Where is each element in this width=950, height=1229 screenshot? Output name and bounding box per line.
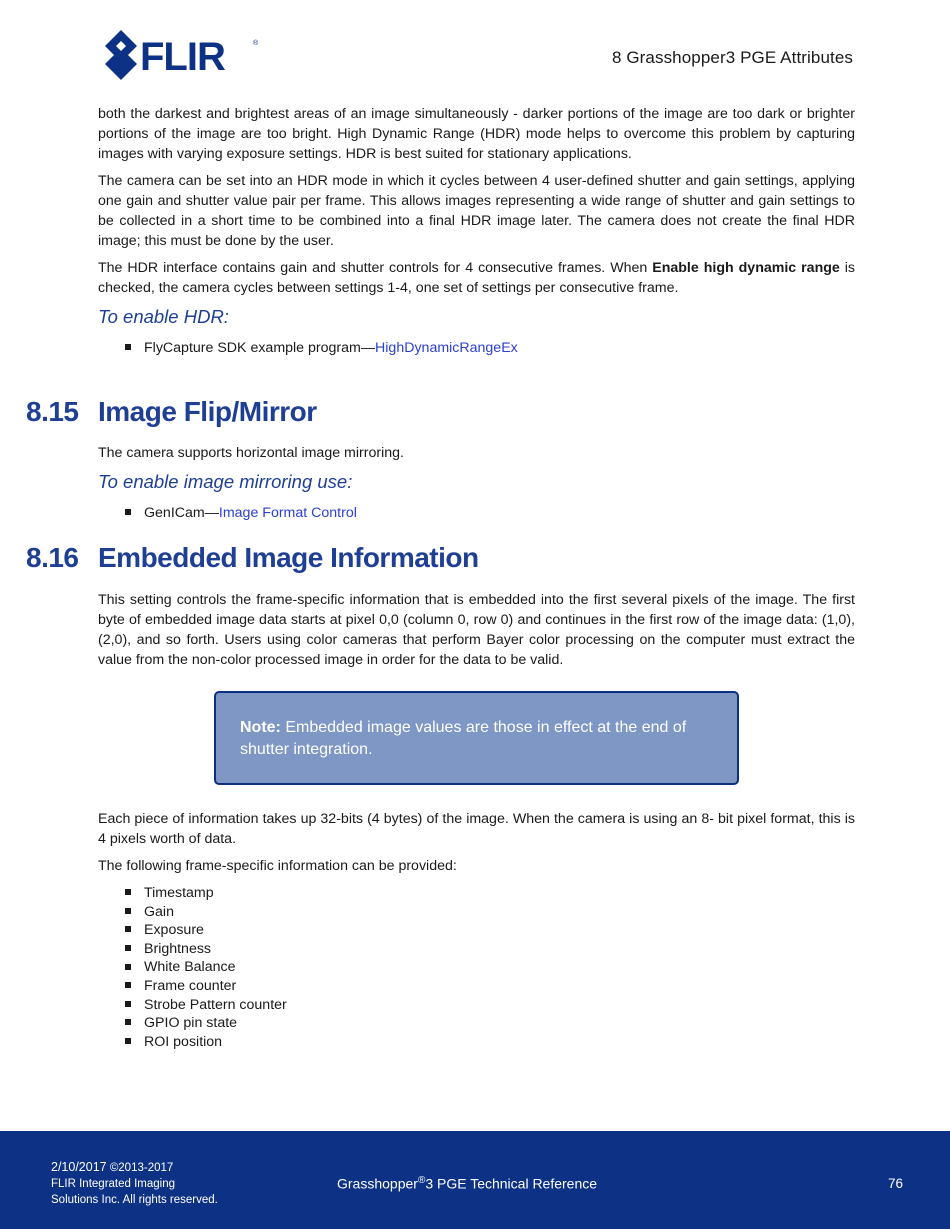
note-box	[214, 691, 739, 785]
note-text: Embedded image values are those in effect at the end of shutter integration.	[240, 719, 687, 758]
svg-text:®: ®	[253, 40, 259, 47]
header-title: 8 Grasshopper3 PGE Attributes	[611, 48, 853, 67]
section-title: Embedded Image Information	[98, 542, 479, 573]
list-item: Timestamp	[125, 884, 287, 903]
paragraph: The camera can be set into an HDR mode in which it cycles between 4 user-defined shutter and gain settings, applying one gain and shutter value pair per frame. This allows images representing a wide range of shutter and gain settings to be collected in a short time to be combined into a final HDR image later. The camera does not create the final HDR image; this must be done by the user.	[98, 173, 855, 249]
paragraph: The following frame-specific information can be provided:	[98, 858, 457, 874]
bullet-icon	[125, 1038, 131, 1044]
subheading: To enable HDR:	[98, 306, 229, 327]
info-list	[125, 884, 287, 1051]
list-item: GPIO pin state	[125, 1014, 287, 1033]
list-item: Gain	[125, 903, 287, 922]
bullet-icon	[125, 1019, 131, 1025]
note-label: Note:	[240, 719, 281, 736]
flir-logo	[104, 29, 260, 81]
paragraph: Each piece of information takes up 32-bits (4 bytes) of the image. When the camera is using an 8- bit pixel format, this is 4 pixels worth of data.	[98, 811, 855, 847]
list-item: Strobe Pattern counter	[125, 996, 287, 1015]
bullet-icon	[125, 908, 131, 914]
list-item: White Balance	[125, 958, 287, 977]
bullet-icon	[125, 344, 131, 350]
bullet-icon	[125, 945, 131, 951]
link-image-format-control[interactable]: Image Format Control	[218, 505, 357, 521]
bold-text: Enable high dynamic range	[652, 260, 840, 276]
paragraph: The camera supports horizontal image mirroring.	[98, 445, 404, 461]
subheading: To enable image mirroring use:	[98, 471, 353, 492]
footer-copyright	[51, 1159, 218, 1208]
section-number: 8.15	[26, 396, 79, 427]
paragraph: This setting controls the frame-specific information that is embedded into the first several pixels of the image. The first byte of embedded image data starts at pixel 0,0 (column 0, row 0) and continues in the first row of the image data: (1,0), (2,0), and so forth. Users using color cameras that perform Bayer color processing on the computer must extract the value from the non-color processed image in order for the data to be valid.	[98, 592, 855, 668]
list-item: Exposure	[125, 921, 287, 940]
bullet-icon	[125, 1001, 131, 1007]
bullet-icon	[125, 509, 131, 515]
svg-text:FLIR: FLIR	[140, 35, 225, 79]
footer-company: FLIR Integrated Imaging	[51, 1178, 176, 1190]
footer-date: 2/10/2017	[51, 1160, 107, 1174]
bullet-icon	[125, 926, 131, 932]
list-item: GenICam—Image Format Control	[125, 504, 357, 523]
footer-copyright-years: ©2013-2017	[109, 1162, 174, 1174]
list-item: ROI position	[125, 1033, 287, 1052]
bullet-icon	[125, 889, 131, 895]
paragraph: The HDR interface contains gain and shutter controls for 4 consecutive frames. When Enable high dynamic range is checked, the camera cycles between settings 1-4, one set of settings per consecutive frame.	[98, 260, 856, 296]
section-title: Image Flip/Mirror	[98, 396, 317, 427]
page-footer	[0, 1131, 950, 1229]
bullet-icon	[125, 964, 131, 970]
list-item: Brightness	[125, 940, 287, 959]
list-item: FlyCapture SDK example program—HighDynamicRangeEx	[125, 339, 518, 358]
section-number: 8.16	[26, 542, 79, 573]
paragraph: both the darkest and brightest areas of an image simultaneously - darker portions of the image are too dark or brighter portions of the image are too bright. High Dynamic Range (HDR) mode helps to overcome this problem by capturing images with varying exposure settings. HDR is best suited for stationary applications.	[98, 106, 855, 162]
footer-doc-title: Grasshopper®3 PGE Technical Reference	[337, 1175, 598, 1192]
link-highdynamicrangeex[interactable]: HighDynamicRangeEx	[375, 340, 518, 356]
bullet-icon	[125, 982, 131, 988]
page-number: 76	[887, 1176, 903, 1191]
list-item: Frame counter	[125, 977, 287, 996]
footer-rights: Solutions Inc. All rights reserved.	[51, 1194, 218, 1206]
